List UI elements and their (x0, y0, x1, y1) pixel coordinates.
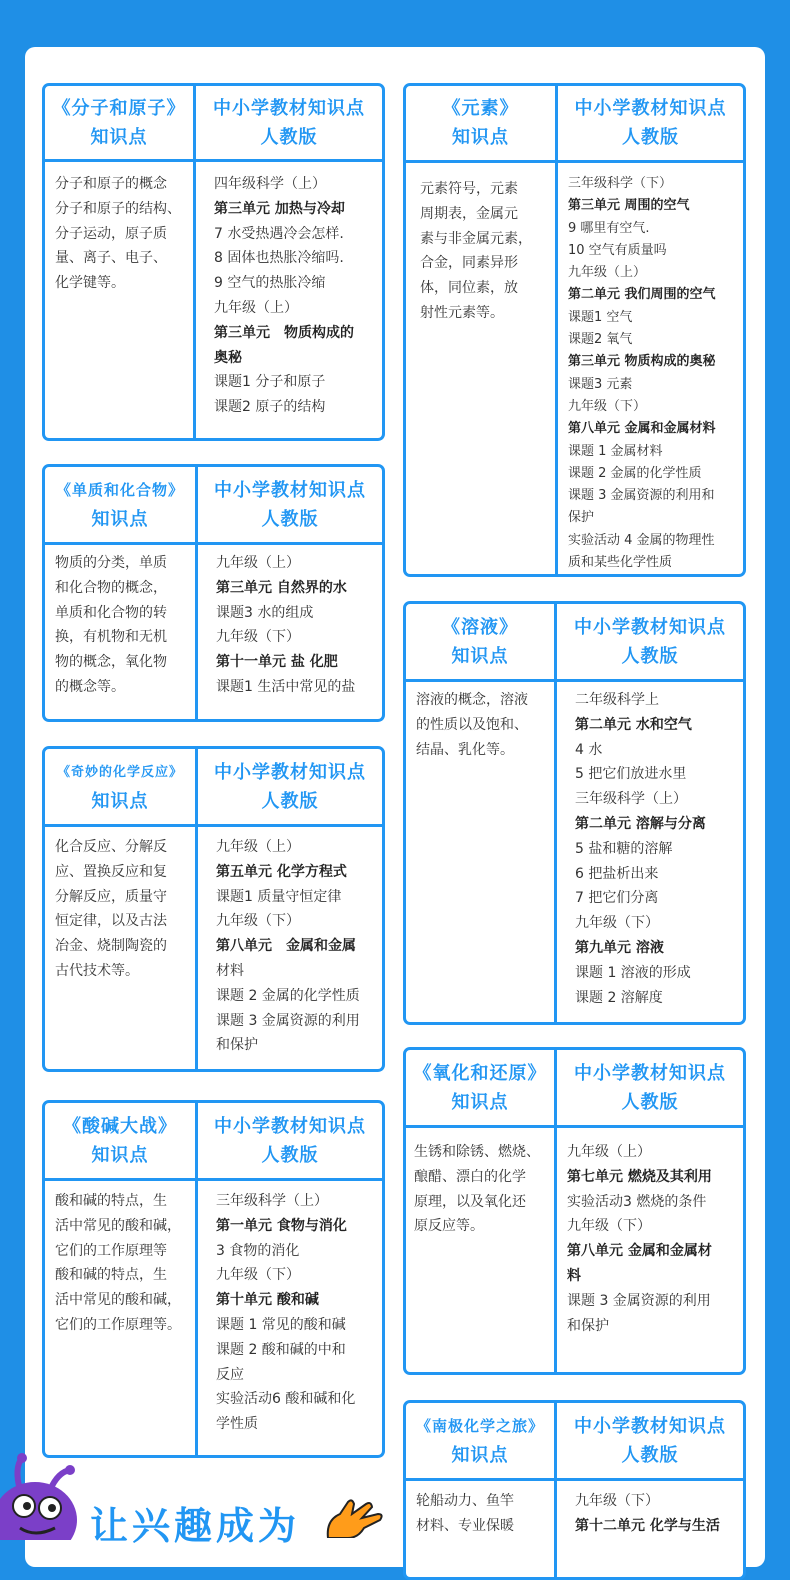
card-header-textbook (196, 86, 382, 162)
knowledge-line: 分子运动，原子质 (55, 225, 167, 242)
lesson-line: 实验活动3 燃烧的条件 (567, 1193, 707, 1210)
header-label: 中小学教材知识点 (574, 616, 726, 638)
lesson-line: 材料 (216, 962, 244, 979)
card-title-line2: 知识点 (451, 1091, 509, 1113)
knowledge-line: 体，同位素，放 (420, 280, 518, 297)
lesson-line: 九年级（下） (575, 915, 659, 932)
card-title (45, 749, 198, 827)
knowledge-line: 冶金、烧制陶瓷的 (55, 938, 167, 955)
lesson-line: 九年级（下） (216, 1267, 300, 1284)
knowledge-line: 酿醋、漂白的化学 (414, 1168, 526, 1185)
card-oxidation-reduction (403, 1047, 746, 1375)
knowledge-line: 古代技术等。 (55, 962, 139, 979)
knowledge-line: 溶液的概念，溶液 (416, 692, 528, 708)
card-header-textbook (198, 749, 382, 827)
card-header-textbook (198, 1103, 382, 1181)
unit-title: 第三单元 自然界的水 (216, 579, 347, 596)
lesson-line: 3 食物的消化 (216, 1242, 300, 1259)
card-title (406, 1050, 557, 1128)
textbook-list (557, 682, 743, 1022)
edition-label: 人教版 (261, 790, 319, 812)
lesson-line: 课题2 原子的结构 (214, 399, 326, 416)
card-substances-compounds (42, 464, 385, 722)
lesson-line: 9 空气的热胀冷缩 (214, 275, 326, 292)
unit-title: 第二单元 我们周围的空气 (568, 287, 716, 303)
knowledge-text (45, 1181, 198, 1455)
lesson-line: 课题1 生活中常见的盐 (216, 678, 356, 695)
knowledge-line: 活中常见的酸和碱， (55, 1217, 181, 1234)
lesson-line: 4 水 (575, 741, 603, 758)
card-molecules-atoms (42, 83, 385, 441)
lesson-line: 九年级（上） (216, 839, 300, 855)
knowledge-line: 量、离子、电子、 (55, 250, 167, 267)
lesson-line: 6 把盐析出来 (575, 865, 659, 882)
monster-mascot-icon (0, 1450, 90, 1540)
card-title-line2: 知识点 (91, 790, 149, 812)
card-title (45, 1103, 198, 1181)
lesson-line: 课题 3 金属资源的利用 (216, 1012, 360, 1029)
header-label: 中小学教材知识点 (574, 98, 727, 119)
lesson-line: 课题1 质量守恒定律 (216, 888, 342, 905)
knowledge-text (406, 1481, 557, 1577)
hand-icon (318, 1498, 388, 1538)
knowledge-line: 活中常见的酸和碱， (55, 1292, 181, 1309)
card-title-line1: 《奇妙的化学反应》 (56, 764, 183, 780)
card-title-line2: 知识点 (91, 508, 149, 530)
lesson-line: 课题3 水的组成 (216, 604, 314, 621)
lesson-line: 课题 1 常见的酸和碱 (216, 1316, 346, 1333)
header-label: 中小学教材知识点 (574, 1062, 726, 1084)
unit-title: 第十一单元 盐 化肥 (216, 654, 338, 671)
textbook-list (558, 163, 743, 577)
knowledge-line: 素与非金属元素， (420, 230, 532, 247)
edition-label: 人教版 (261, 1144, 319, 1166)
knowledge-line: 结晶、乳化等。 (416, 741, 514, 758)
card-header-textbook (557, 1403, 743, 1481)
edition-label: 人教版 (621, 1091, 679, 1113)
lesson-line: 九年级（下） (216, 629, 300, 646)
lesson-line: 九年级（下） (567, 1218, 651, 1235)
knowledge-line: 酸和碱的特点，生 (55, 1193, 167, 1209)
unit-title: 第三单元 物质构成的奥秘 (568, 354, 716, 370)
lesson-line: 九年级（上） (214, 299, 298, 316)
card-title-line2: 知识点 (90, 126, 148, 148)
unit-title: 第三单元 物质构成的 (214, 324, 354, 341)
card-title-line1: 《元素》 (442, 98, 519, 119)
lesson-line: 学性质 (216, 1416, 258, 1433)
unit-title: 料 (567, 1267, 581, 1284)
unit-title: 第三单元 周围的空气 (568, 198, 690, 214)
lesson-line: 9 哪里有空气. (568, 220, 650, 236)
knowledge-text (406, 682, 557, 1022)
knowledge-line: 原反应等。 (414, 1218, 484, 1235)
edition-label: 人教版 (621, 1444, 679, 1466)
knowledge-line: 它们的工作原理等。 (55, 1316, 181, 1333)
textbook-list (557, 1481, 743, 1577)
header-label: 中小学教材知识点 (214, 479, 366, 501)
lesson-line: 课题1 空气 (568, 309, 633, 325)
header-label: 中小学教材知识点 (213, 97, 365, 119)
unit-title: 第九单元 溶液 (575, 939, 664, 956)
lesson-line: 7 水受热遇冷会怎样. (214, 225, 344, 242)
lesson-line: 三年级科学（上） (575, 791, 687, 808)
card-title-line2: 知识点 (91, 1144, 149, 1166)
header-label: 中小学教材知识点 (574, 1415, 726, 1437)
lesson-line: 实验活动 4 金属的物理性 (568, 532, 715, 548)
unit-title: 奥秘 (214, 349, 242, 366)
lesson-line: 反应 (216, 1366, 244, 1383)
knowledge-line: 分子和原子的概念 (55, 176, 167, 192)
textbook-list (557, 1128, 743, 1372)
card-title-line1: 《南极化学之旅》 (415, 1416, 544, 1435)
knowledge-line: 的概念等。 (55, 678, 125, 695)
lesson-line: 实验活动6 酸和碱和化 (216, 1391, 356, 1408)
unit-title: 第十单元 酸和碱 (216, 1292, 319, 1309)
card-solutions (403, 601, 746, 1025)
textbook-list (198, 545, 382, 719)
lesson-line: 和保护 (567, 1317, 609, 1334)
card-header-textbook (557, 1050, 743, 1128)
unit-title: 第五单元 化学方程式 (216, 863, 347, 880)
knowledge-line: 单质和化合物的转 (55, 604, 167, 621)
card-title (406, 86, 558, 163)
card-title-line2: 知识点 (451, 645, 509, 667)
knowledge-line: 周期表，金属元 (420, 205, 518, 222)
unit-title: 第八单元 金属和金属材料 (568, 421, 716, 437)
bottom-slogan: 让兴趣成为 (90, 1504, 301, 1548)
lesson-line: 课题 2 酸和碱的中和 (216, 1341, 346, 1358)
lesson-line: 九年级（上） (216, 555, 300, 571)
knowledge-text (406, 163, 558, 577)
lesson-line: 九年级（上） (567, 1144, 651, 1160)
lesson-line: 8 固体也热胀冷缩吗. (214, 250, 344, 267)
lesson-line: 质和某些化学性质 (568, 555, 673, 571)
card-elements (403, 83, 746, 577)
unit-title: 第七单元 燃烧及其利用 (567, 1168, 712, 1185)
lesson-line: 三年级科学（上） (216, 1193, 328, 1209)
knowledge-line: 物质的分类，单质 (55, 555, 167, 571)
edition-label: 人教版 (260, 126, 318, 148)
header-label: 中小学教材知识点 (214, 1115, 366, 1137)
card-acid-base (42, 1100, 385, 1458)
knowledge-line: 原理，以及氧化还 (414, 1193, 526, 1210)
lesson-line: 5 把它们放进水里 (575, 766, 687, 783)
lesson-line: 课题 1 溶液的形成 (575, 964, 691, 981)
knowledge-line: 酸和碱的特点，生 (55, 1267, 167, 1284)
knowledge-text (45, 162, 196, 438)
lesson-line: 四年级科学（上） (214, 176, 326, 192)
lesson-line: 保护 (568, 510, 595, 526)
lesson-line: 二年级科学上 (575, 692, 659, 708)
knowledge-line: 元素符号，元素 (420, 181, 518, 197)
card-title-line1: 《氧化和还原》 (413, 1062, 547, 1084)
lesson-line: 5 盐和糖的溶解 (575, 840, 673, 857)
knowledge-line: 物的概念，氧化物 (55, 654, 167, 671)
knowledge-line: 化合反应、分解反 (55, 839, 167, 855)
knowledge-line: 的性质以及饱和、 (416, 716, 528, 733)
knowledge-line: 换，有机物和无机 (55, 629, 167, 646)
card-title-line2: 知识点 (451, 1444, 509, 1466)
card-title-line1: 《单质和化合物》 (55, 480, 184, 499)
lesson-line: 九年级（上） (568, 265, 647, 281)
lesson-line: 课题 2 溶解度 (575, 989, 663, 1006)
lesson-line: 课题1 分子和原子 (214, 374, 326, 391)
card-title-line2: 知识点 (452, 127, 509, 148)
knowledge-line: 射性元素等。 (420, 304, 504, 321)
knowledge-text (45, 827, 198, 1069)
unit-title: 第八单元 金属和金属 (216, 938, 356, 955)
lesson-line: 7 把它们分离 (575, 890, 659, 907)
knowledge-line: 化学键等。 (55, 275, 125, 292)
card-title-line1: 《分子和原子》 (52, 97, 186, 119)
lesson-line: 三年级科学（下） (568, 176, 673, 191)
lesson-line: 课题 2 金属的化学性质 (216, 987, 360, 1004)
lesson-line: 课题2 氧气 (568, 332, 633, 348)
lesson-line: 九年级（下） (216, 913, 300, 930)
card-header-textbook (557, 604, 743, 682)
lesson-line: 课题3 元素 (568, 376, 633, 392)
header-label: 中小学教材知识点 (214, 761, 366, 783)
lesson-line: 课题 1 金属材料 (568, 443, 663, 459)
unit-title: 第十二单元 化学与生活 (575, 1517, 720, 1534)
card-header-textbook (558, 86, 743, 163)
textbook-list (196, 162, 382, 438)
knowledge-line: 它们的工作原理等 (55, 1242, 167, 1259)
card-title (45, 86, 196, 162)
card-title-line1: 《酸碱大战》 (63, 1115, 177, 1137)
lesson-line: 课题 2 金属的化学性质 (568, 465, 702, 481)
card-title (406, 1403, 557, 1481)
textbook-list (198, 827, 382, 1069)
knowledge-line: 轮船动力、鱼竿 (416, 1493, 514, 1509)
lesson-line: 九年级（下） (568, 398, 647, 414)
knowledge-line: 恒定律，以及古法 (55, 913, 167, 930)
knowledge-line: 合金，同素异形 (420, 255, 518, 272)
card-antarctic-chemistry (403, 1400, 746, 1580)
knowledge-text (406, 1128, 557, 1372)
card-header-textbook (198, 467, 382, 545)
edition-label: 人教版 (261, 508, 319, 530)
unit-title: 第八单元 金属和金属材 (567, 1243, 712, 1260)
unit-title: 第一单元 食物与消化 (216, 1217, 347, 1234)
lesson-line: 和保护 (216, 1037, 258, 1054)
knowledge-line: 和化合物的概念， (55, 579, 167, 596)
unit-title: 第三单元 加热与冷却 (214, 200, 345, 217)
top-banner-edge (90, 0, 700, 8)
lesson-line: 课题 3 金属资源的利用 (567, 1292, 711, 1309)
edition-label: 人教版 (621, 645, 679, 667)
lesson-line: 课题 3 金属资源的利用和 (568, 488, 715, 504)
textbook-list (198, 1181, 382, 1455)
knowledge-line: 生锈和除锈、燃烧、 (414, 1144, 540, 1160)
lesson-line: 九年级（下） (575, 1493, 659, 1509)
knowledge-line: 分子和原子的结构、 (55, 200, 181, 217)
card-title-line1: 《溶液》 (442, 616, 518, 638)
knowledge-text (45, 545, 198, 719)
unit-title: 第二单元 水和空气 (575, 716, 692, 733)
unit-title: 第二单元 溶解与分离 (575, 815, 706, 832)
edition-label: 人教版 (622, 127, 679, 148)
card-title (406, 604, 557, 682)
knowledge-line: 分解反应，质量守 (55, 888, 167, 905)
knowledge-line: 应、置换反应和复 (55, 863, 167, 880)
knowledge-line: 材料、专业保暖 (416, 1517, 514, 1534)
card-title (45, 467, 198, 545)
card-chemical-reactions (42, 746, 385, 1072)
lesson-line: 10 空气有质量吗 (568, 242, 667, 258)
